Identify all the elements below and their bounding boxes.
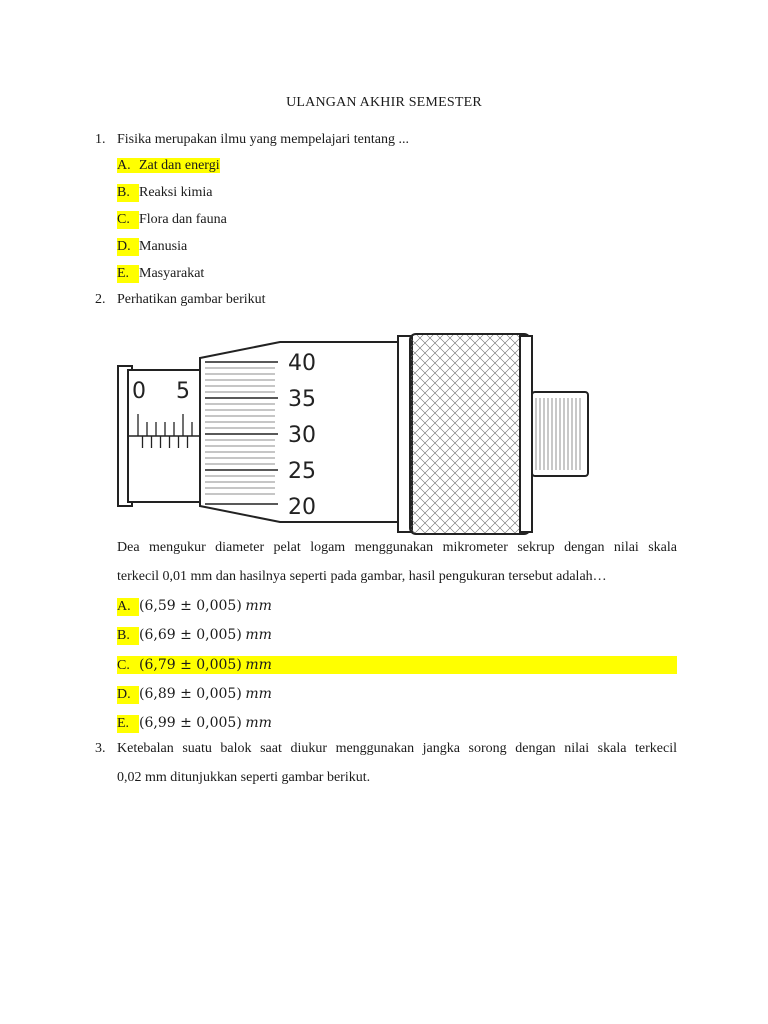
option-value: (6,69 ± 0,005): [139, 627, 242, 643]
thimble-label-35: 35: [288, 387, 316, 412]
option-letter: A.: [117, 598, 139, 616]
question-2-option-e[interactable]: [117, 714, 272, 732]
thimble-label-25: 25: [288, 459, 316, 484]
thimble-label-40: 40: [288, 351, 316, 376]
option-letter: A.: [117, 158, 131, 173]
question-2-number: 2.: [95, 292, 106, 307]
question-1-text: Fisika merupakan ilmu yang mempelajari tentang ...: [117, 132, 409, 147]
page-title: ULANGAN AKHIR SEMESTER: [286, 95, 482, 110]
main-scale-label-0: 0: [132, 379, 146, 404]
option-value: (6,89 ± 0,005): [139, 686, 242, 702]
option-letter: D.: [117, 686, 139, 704]
option-unit: mm: [245, 686, 272, 702]
option-letter: B.: [117, 627, 139, 645]
question-2-paragraph-line-1: Dea mengukur diameter pelat logam menggunakan mikrometer sekrup dengan nilai skala: [117, 540, 677, 555]
question-2-option-d[interactable]: [117, 685, 272, 703]
question-2-option-b[interactable]: [117, 626, 272, 644]
option-text: Reaksi kimia: [139, 185, 213, 200]
option-letter: D.: [117, 238, 139, 256]
question-3-line-1: Ketebalan suatu balok saat diukur menggunakan jangka sorong dengan nilai skala terkecil: [117, 741, 677, 756]
micrometer-knurled-grip: [410, 334, 530, 534]
question-1-number: 1.: [95, 132, 106, 147]
thimble-label-20: 20: [288, 495, 316, 520]
option-text: Zat dan energi: [139, 158, 220, 173]
option-unit: mm: [245, 715, 272, 731]
option-unit: mm: [245, 598, 272, 614]
question-1-option-b[interactable]: [117, 184, 213, 202]
option-letter: E.: [117, 265, 139, 283]
question-1-option-a[interactable]: [117, 157, 220, 175]
option-text: Manusia: [139, 239, 188, 254]
option-text: Flora dan fauna: [139, 212, 227, 227]
option-unit: mm: [245, 657, 272, 673]
option-unit: mm: [245, 627, 272, 643]
question-2-paragraph-line-2: terkecil 0,01 mm dan hasilnya seperti pada gambar, hasil pengukuran tersebut adalah…: [117, 569, 607, 584]
option-letter: C.: [117, 658, 130, 673]
main-scale-label-5: 5: [176, 379, 190, 404]
question-1-option-e[interactable]: [117, 265, 204, 283]
question-3-number: 3.: [95, 741, 106, 756]
micrometer-figure: [110, 328, 590, 536]
option-value: (6,59 ± 0,005): [139, 598, 242, 614]
question-2-text: Perhatikan gambar berikut: [117, 292, 266, 307]
option-value: (6,79 ± 0,005): [139, 657, 242, 673]
option-value: (6,99 ± 0,005): [139, 715, 242, 731]
option-letter: B.: [117, 184, 139, 202]
question-2-option-a[interactable]: [117, 597, 272, 615]
option-text: Masyarakat: [139, 266, 205, 281]
question-2-option-c[interactable]: [117, 656, 677, 674]
option-letter: E.: [117, 715, 139, 733]
question-1-option-d[interactable]: [117, 238, 187, 256]
question-1-option-c[interactable]: [117, 211, 227, 229]
question-3-line-2: 0,02 mm ditunjukkan seperti gambar berikut.: [117, 770, 371, 785]
option-letter: C.: [117, 211, 139, 229]
thimble-label-30: 30: [288, 423, 316, 448]
